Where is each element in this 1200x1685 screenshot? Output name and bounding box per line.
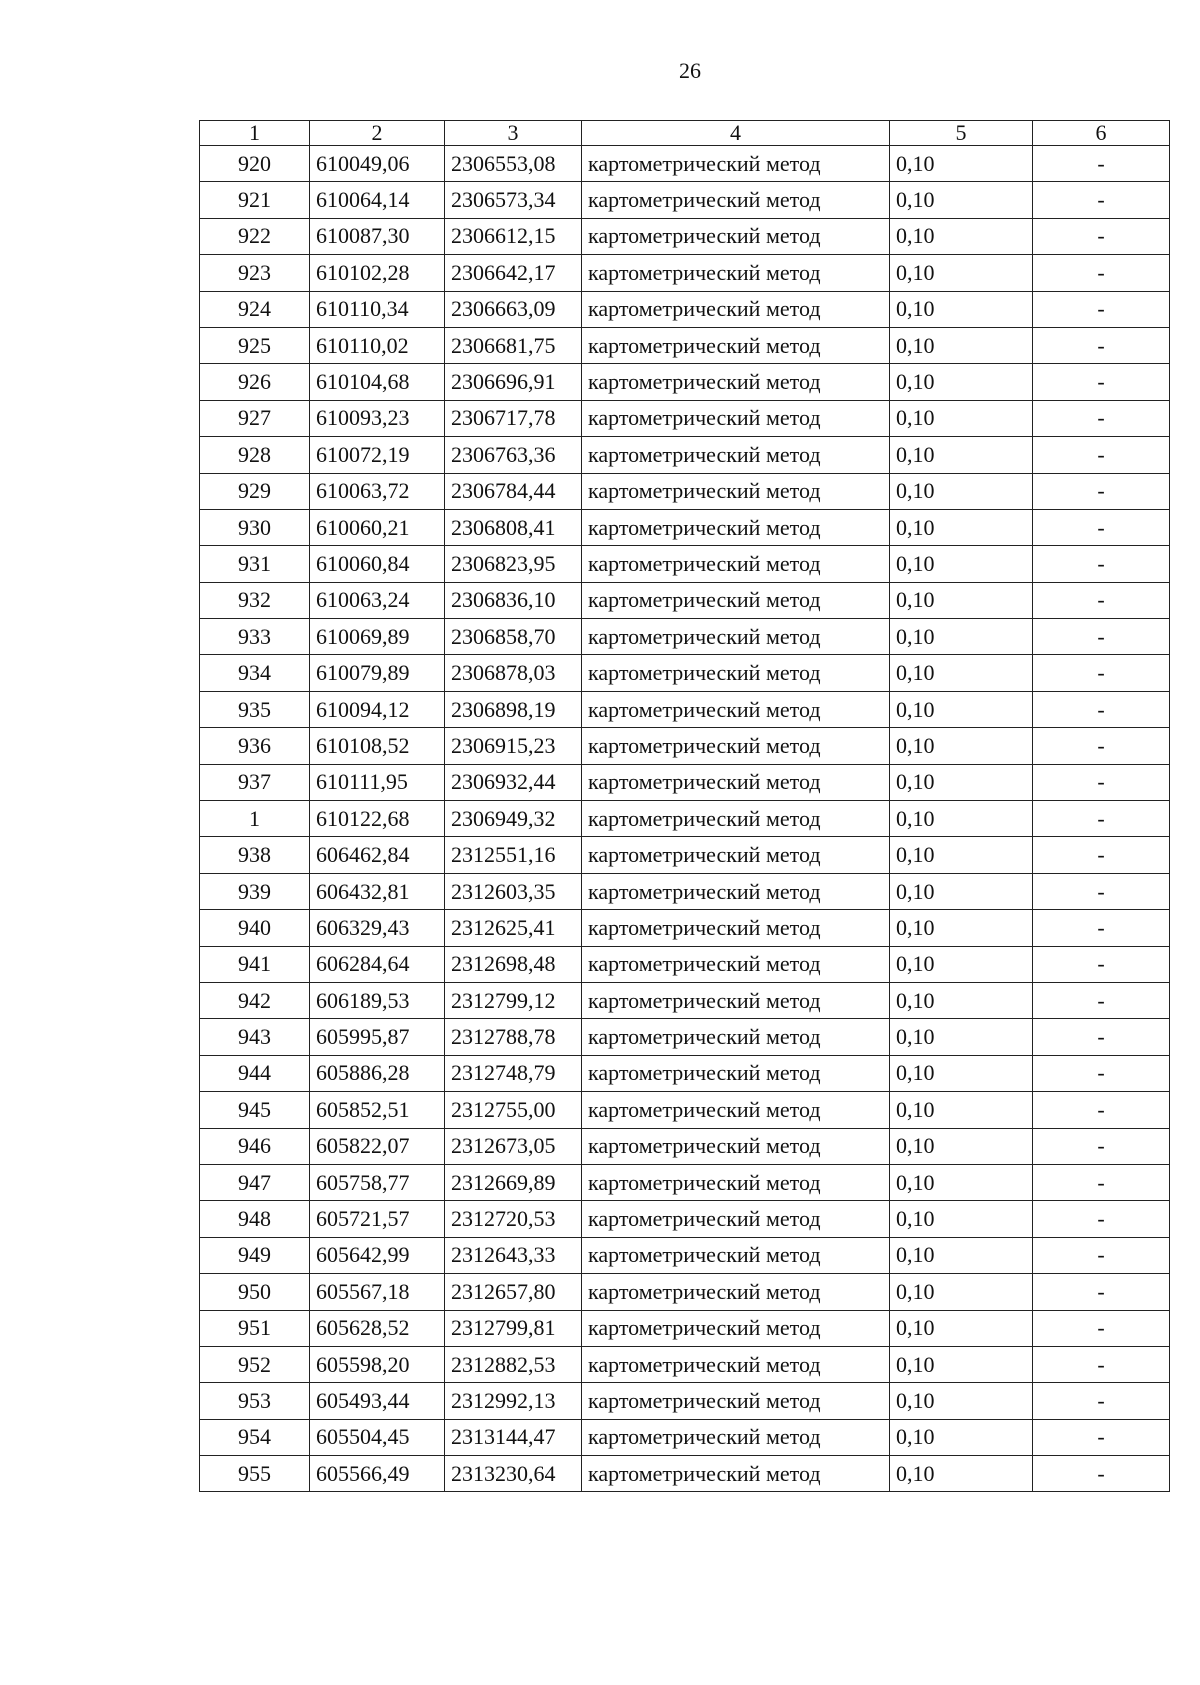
y-coordinate-cell: 2312625,41	[445, 910, 582, 946]
point-number-cell: 946	[200, 1128, 310, 1164]
note-cell: -	[1033, 1383, 1170, 1419]
x-coordinate-cell: 605995,87	[310, 1019, 445, 1055]
y-coordinate-cell: 2306663,09	[445, 291, 582, 327]
note-cell: -	[1033, 619, 1170, 655]
note-cell: -	[1033, 655, 1170, 691]
note-cell: -	[1033, 1055, 1170, 1091]
x-coordinate-cell: 610064,14	[310, 182, 445, 218]
y-coordinate-cell: 2306681,75	[445, 327, 582, 363]
x-coordinate-cell: 605598,20	[310, 1346, 445, 1382]
accuracy-cell: 0,10	[890, 801, 1033, 837]
table-row	[200, 364, 1170, 400]
point-number-cell: 936	[200, 728, 310, 764]
method-cell: картометрический метод	[582, 509, 890, 545]
x-coordinate-cell: 610102,28	[310, 255, 445, 291]
accuracy-cell: 0,10	[890, 1310, 1033, 1346]
table-row	[200, 1237, 1170, 1273]
table-row	[200, 728, 1170, 764]
y-coordinate-cell: 2306915,23	[445, 728, 582, 764]
accuracy-cell: 0,10	[890, 1055, 1033, 1091]
note-cell: -	[1033, 873, 1170, 909]
point-number-cell: 921	[200, 182, 310, 218]
point-number-cell: 926	[200, 364, 310, 400]
method-cell: картометрический метод	[582, 873, 890, 909]
y-coordinate-cell: 2312698,48	[445, 946, 582, 982]
accuracy-cell: 0,10	[890, 837, 1033, 873]
accuracy-cell: 0,10	[890, 437, 1033, 473]
x-coordinate-cell: 610093,23	[310, 400, 445, 436]
y-coordinate-cell: 2312551,16	[445, 837, 582, 873]
x-coordinate-cell: 610111,95	[310, 764, 445, 800]
y-coordinate-cell: 2312799,81	[445, 1310, 582, 1346]
note-cell: -	[1033, 255, 1170, 291]
point-number-cell: 938	[200, 837, 310, 873]
y-coordinate-cell: 2312669,89	[445, 1164, 582, 1200]
y-coordinate-cell: 2312643,33	[445, 1237, 582, 1273]
x-coordinate-cell: 605493,44	[310, 1383, 445, 1419]
table-row	[200, 1019, 1170, 1055]
point-number-cell: 922	[200, 218, 310, 254]
note-cell: -	[1033, 1201, 1170, 1237]
x-coordinate-cell: 610069,89	[310, 619, 445, 655]
table-row	[200, 1419, 1170, 1455]
x-coordinate-cell: 605758,77	[310, 1164, 445, 1200]
y-coordinate-cell: 2306553,08	[445, 146, 582, 182]
point-number-cell: 934	[200, 655, 310, 691]
note-cell: -	[1033, 182, 1170, 218]
accuracy-cell: 0,10	[890, 1346, 1033, 1382]
column-header: 5	[890, 121, 1033, 146]
x-coordinate-cell: 606329,43	[310, 910, 445, 946]
y-coordinate-cell: 2306949,32	[445, 801, 582, 837]
accuracy-cell: 0,10	[890, 728, 1033, 764]
method-cell: картометрический метод	[582, 327, 890, 363]
accuracy-cell: 0,10	[890, 1164, 1033, 1200]
x-coordinate-cell: 605822,07	[310, 1128, 445, 1164]
y-coordinate-cell: 2306932,44	[445, 764, 582, 800]
method-cell: картометрический метод	[582, 1419, 890, 1455]
accuracy-cell: 0,10	[890, 764, 1033, 800]
method-cell: картометрический метод	[582, 1383, 890, 1419]
table-row	[200, 546, 1170, 582]
point-number-cell: 955	[200, 1456, 310, 1492]
method-cell: картометрический метод	[582, 546, 890, 582]
point-number-cell: 923	[200, 255, 310, 291]
table-row	[200, 801, 1170, 837]
note-cell: -	[1033, 1164, 1170, 1200]
x-coordinate-cell: 606432,81	[310, 873, 445, 909]
x-coordinate-cell: 606284,64	[310, 946, 445, 982]
accuracy-cell: 0,10	[890, 946, 1033, 982]
note-cell: -	[1033, 1310, 1170, 1346]
accuracy-cell: 0,10	[890, 1092, 1033, 1128]
y-coordinate-cell: 2306612,15	[445, 218, 582, 254]
table-row	[200, 1310, 1170, 1346]
x-coordinate-cell: 610110,02	[310, 327, 445, 363]
method-cell: картометрический метод	[582, 982, 890, 1018]
method-cell: картометрический метод	[582, 946, 890, 982]
table-row	[200, 873, 1170, 909]
method-cell: картометрический метод	[582, 400, 890, 436]
table-row	[200, 291, 1170, 327]
point-number-cell: 940	[200, 910, 310, 946]
table-row	[200, 146, 1170, 182]
accuracy-cell: 0,10	[890, 400, 1033, 436]
accuracy-cell: 0,10	[890, 655, 1033, 691]
accuracy-cell: 0,10	[890, 291, 1033, 327]
note-cell: -	[1033, 582, 1170, 618]
x-coordinate-cell: 606462,84	[310, 837, 445, 873]
x-coordinate-cell: 610060,21	[310, 509, 445, 545]
method-cell: картометрический метод	[582, 218, 890, 254]
x-coordinate-cell: 605566,49	[310, 1456, 445, 1492]
point-number-cell: 935	[200, 691, 310, 727]
method-cell: картометрический метод	[582, 146, 890, 182]
table-row	[200, 691, 1170, 727]
y-coordinate-cell: 2306573,34	[445, 182, 582, 218]
accuracy-cell: 0,10	[890, 546, 1033, 582]
method-cell: картометрический метод	[582, 728, 890, 764]
table-row	[200, 1201, 1170, 1237]
y-coordinate-cell: 2312720,53	[445, 1201, 582, 1237]
x-coordinate-cell: 610087,30	[310, 218, 445, 254]
table-row	[200, 218, 1170, 254]
column-header: 6	[1033, 121, 1170, 146]
point-number-cell: 945	[200, 1092, 310, 1128]
page-number: 26	[679, 58, 701, 83]
x-coordinate-cell: 610063,72	[310, 473, 445, 509]
method-cell: картометрический метод	[582, 1456, 890, 1492]
y-coordinate-cell: 2306642,17	[445, 255, 582, 291]
accuracy-cell: 0,10	[890, 364, 1033, 400]
note-cell: -	[1033, 1092, 1170, 1128]
method-cell: картометрический метод	[582, 655, 890, 691]
note-cell: -	[1033, 400, 1170, 436]
table-row	[200, 1092, 1170, 1128]
x-coordinate-cell: 605852,51	[310, 1092, 445, 1128]
accuracy-cell: 0,10	[890, 1419, 1033, 1455]
y-coordinate-cell: 2312882,53	[445, 1346, 582, 1382]
accuracy-cell: 0,10	[890, 910, 1033, 946]
accuracy-cell: 0,10	[890, 1019, 1033, 1055]
note-cell: -	[1033, 946, 1170, 982]
note-cell: -	[1033, 1128, 1170, 1164]
table-row	[200, 1274, 1170, 1310]
y-coordinate-cell: 2312755,00	[445, 1092, 582, 1128]
x-coordinate-cell: 610063,24	[310, 582, 445, 618]
point-number-cell: 932	[200, 582, 310, 618]
y-coordinate-cell: 2312603,35	[445, 873, 582, 909]
table-row	[200, 1164, 1170, 1200]
x-coordinate-cell: 610104,68	[310, 364, 445, 400]
table-row	[200, 400, 1170, 436]
note-cell: -	[1033, 437, 1170, 473]
accuracy-cell: 0,10	[890, 146, 1033, 182]
point-number-cell: 948	[200, 1201, 310, 1237]
accuracy-cell: 0,10	[890, 182, 1033, 218]
point-number-cell: 947	[200, 1164, 310, 1200]
method-cell: картометрический метод	[582, 364, 890, 400]
x-coordinate-cell: 610122,68	[310, 801, 445, 837]
point-number-cell: 931	[200, 546, 310, 582]
table-row	[200, 255, 1170, 291]
y-coordinate-cell: 2306808,41	[445, 509, 582, 545]
note-cell: -	[1033, 1274, 1170, 1310]
table-row	[200, 1456, 1170, 1492]
method-cell: картометрический метод	[582, 910, 890, 946]
table-row	[200, 327, 1170, 363]
x-coordinate-cell: 610110,34	[310, 291, 445, 327]
note-cell: -	[1033, 546, 1170, 582]
table-row	[200, 764, 1170, 800]
note-cell: -	[1033, 218, 1170, 254]
method-cell: картометрический метод	[582, 1019, 890, 1055]
method-cell: картометрический метод	[582, 619, 890, 655]
method-cell: картометрический метод	[582, 837, 890, 873]
point-number-cell: 937	[200, 764, 310, 800]
y-coordinate-cell: 2306717,78	[445, 400, 582, 436]
header-row	[200, 121, 1170, 146]
x-coordinate-cell: 610108,52	[310, 728, 445, 764]
note-cell: -	[1033, 728, 1170, 764]
method-cell: картометрический метод	[582, 582, 890, 618]
point-number-cell: 930	[200, 509, 310, 545]
y-coordinate-cell: 2312992,13	[445, 1383, 582, 1419]
x-coordinate-cell: 610079,89	[310, 655, 445, 691]
method-cell: картометрический метод	[582, 291, 890, 327]
y-coordinate-cell: 2306836,10	[445, 582, 582, 618]
x-coordinate-cell: 610094,12	[310, 691, 445, 727]
point-number-cell: 925	[200, 327, 310, 363]
table-row	[200, 182, 1170, 218]
point-number-cell: 927	[200, 400, 310, 436]
y-coordinate-cell: 2313144,47	[445, 1419, 582, 1455]
accuracy-cell: 0,10	[890, 1274, 1033, 1310]
y-coordinate-cell: 2312799,12	[445, 982, 582, 1018]
method-cell: картометрический метод	[582, 1164, 890, 1200]
x-coordinate-cell: 605721,57	[310, 1201, 445, 1237]
method-cell: картометрический метод	[582, 1128, 890, 1164]
note-cell: -	[1033, 1237, 1170, 1273]
point-number-cell: 950	[200, 1274, 310, 1310]
column-header: 4	[582, 121, 890, 146]
note-cell: -	[1033, 327, 1170, 363]
accuracy-cell: 0,10	[890, 619, 1033, 655]
column-header: 1	[200, 121, 310, 146]
y-coordinate-cell: 2306696,91	[445, 364, 582, 400]
note-cell: -	[1033, 146, 1170, 182]
note-cell: -	[1033, 801, 1170, 837]
x-coordinate-cell: 605567,18	[310, 1274, 445, 1310]
table-row	[200, 619, 1170, 655]
y-coordinate-cell: 2312748,79	[445, 1055, 582, 1091]
table-row	[200, 473, 1170, 509]
point-number-cell: 933	[200, 619, 310, 655]
table-row	[200, 1346, 1170, 1382]
method-cell: картометрический метод	[582, 255, 890, 291]
method-cell: картометрический метод	[582, 437, 890, 473]
accuracy-cell: 0,10	[890, 509, 1033, 545]
method-cell: картометрический метод	[582, 182, 890, 218]
point-number-cell: 928	[200, 437, 310, 473]
x-coordinate-cell: 610072,19	[310, 437, 445, 473]
table-row	[200, 1055, 1170, 1091]
coordinates-table	[199, 120, 1170, 1492]
note-cell: -	[1033, 837, 1170, 873]
point-number-cell: 929	[200, 473, 310, 509]
y-coordinate-cell: 2312657,80	[445, 1274, 582, 1310]
point-number-cell: 944	[200, 1055, 310, 1091]
point-number-cell: 941	[200, 946, 310, 982]
method-cell: картометрический метод	[582, 1274, 890, 1310]
note-cell: -	[1033, 364, 1170, 400]
point-number-cell: 920	[200, 146, 310, 182]
method-cell: картометрический метод	[582, 764, 890, 800]
y-coordinate-cell: 2313230,64	[445, 1456, 582, 1492]
table-row	[200, 437, 1170, 473]
accuracy-cell: 0,10	[890, 1128, 1033, 1164]
x-coordinate-cell: 610060,84	[310, 546, 445, 582]
note-cell: -	[1033, 473, 1170, 509]
x-coordinate-cell: 605628,52	[310, 1310, 445, 1346]
y-coordinate-cell: 2312673,05	[445, 1128, 582, 1164]
table-body	[200, 121, 1170, 1492]
accuracy-cell: 0,10	[890, 582, 1033, 618]
x-coordinate-cell: 606189,53	[310, 982, 445, 1018]
method-cell: картометрический метод	[582, 1346, 890, 1382]
point-number-cell: 949	[200, 1237, 310, 1273]
y-coordinate-cell: 2312788,78	[445, 1019, 582, 1055]
accuracy-cell: 0,10	[890, 327, 1033, 363]
note-cell: -	[1033, 764, 1170, 800]
table-row	[200, 655, 1170, 691]
y-coordinate-cell: 2306898,19	[445, 691, 582, 727]
point-number-cell: 943	[200, 1019, 310, 1055]
column-header: 2	[310, 121, 445, 146]
x-coordinate-cell: 605886,28	[310, 1055, 445, 1091]
point-number-cell: 942	[200, 982, 310, 1018]
table-row	[200, 837, 1170, 873]
note-cell: -	[1033, 982, 1170, 1018]
point-number-cell: 953	[200, 1383, 310, 1419]
point-number-cell: 1	[200, 801, 310, 837]
note-cell: -	[1033, 291, 1170, 327]
method-cell: картометрический метод	[582, 1237, 890, 1273]
accuracy-cell: 0,10	[890, 982, 1033, 1018]
table-row	[200, 982, 1170, 1018]
point-number-cell: 952	[200, 1346, 310, 1382]
method-cell: картометрический метод	[582, 1055, 890, 1091]
y-coordinate-cell: 2306823,95	[445, 546, 582, 582]
x-coordinate-cell: 605504,45	[310, 1419, 445, 1455]
table-row	[200, 509, 1170, 545]
accuracy-cell: 0,10	[890, 473, 1033, 509]
point-number-cell: 954	[200, 1419, 310, 1455]
accuracy-cell: 0,10	[890, 255, 1033, 291]
accuracy-cell: 0,10	[890, 873, 1033, 909]
method-cell: картометрический метод	[582, 801, 890, 837]
x-coordinate-cell: 605642,99	[310, 1237, 445, 1273]
method-cell: картометрический метод	[582, 473, 890, 509]
accuracy-cell: 0,10	[890, 218, 1033, 254]
accuracy-cell: 0,10	[890, 1383, 1033, 1419]
accuracy-cell: 0,10	[890, 691, 1033, 727]
column-header: 3	[445, 121, 582, 146]
note-cell: -	[1033, 910, 1170, 946]
method-cell: картометрический метод	[582, 1092, 890, 1128]
note-cell: -	[1033, 691, 1170, 727]
table-row	[200, 946, 1170, 982]
method-cell: картометрический метод	[582, 1201, 890, 1237]
accuracy-cell: 0,10	[890, 1456, 1033, 1492]
table-row	[200, 910, 1170, 946]
table-row	[200, 1128, 1170, 1164]
x-coordinate-cell: 610049,06	[310, 146, 445, 182]
accuracy-cell: 0,10	[890, 1201, 1033, 1237]
table-row	[200, 582, 1170, 618]
point-number-cell: 951	[200, 1310, 310, 1346]
table-row	[200, 1383, 1170, 1419]
y-coordinate-cell: 2306763,36	[445, 437, 582, 473]
y-coordinate-cell: 2306878,03	[445, 655, 582, 691]
note-cell: -	[1033, 1346, 1170, 1382]
method-cell: картометрический метод	[582, 691, 890, 727]
note-cell: -	[1033, 509, 1170, 545]
note-cell: -	[1033, 1456, 1170, 1492]
method-cell: картометрический метод	[582, 1310, 890, 1346]
y-coordinate-cell: 2306784,44	[445, 473, 582, 509]
note-cell: -	[1033, 1419, 1170, 1455]
y-coordinate-cell: 2306858,70	[445, 619, 582, 655]
accuracy-cell: 0,10	[890, 1237, 1033, 1273]
point-number-cell: 939	[200, 873, 310, 909]
note-cell: -	[1033, 1019, 1170, 1055]
point-number-cell: 924	[200, 291, 310, 327]
